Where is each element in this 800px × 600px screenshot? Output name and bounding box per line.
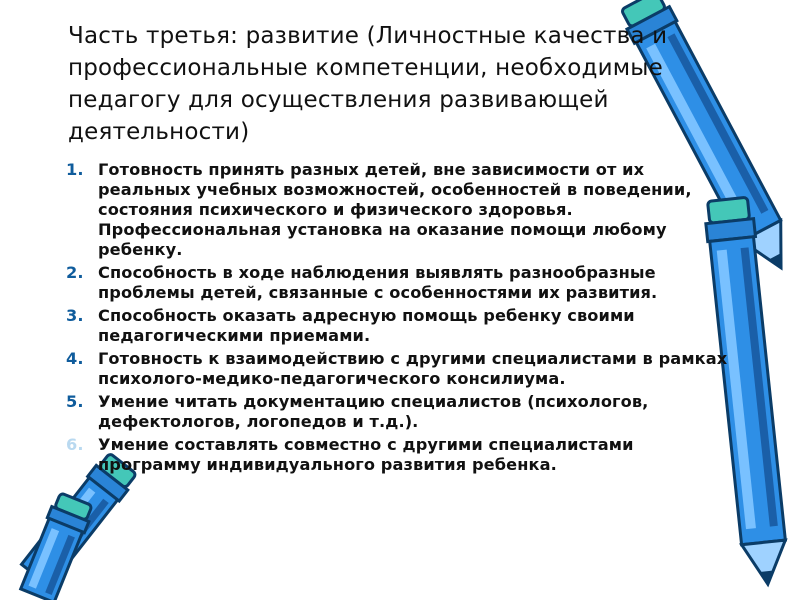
list-item-text: Готовность к взаимодействию с другими специалистами в рамках психолого-медико-педагогического консилиума. — [98, 349, 728, 388]
list-item-text: Умение составлять совместно с другими специалистами программу индивидуального развития ребенка. — [98, 435, 634, 474]
list-item-text: Способность в ходе наблюдения выявлять разнообразные проблемы детей, связанные с особенностями их развития. — [98, 263, 658, 302]
list-item-number: 1. — [66, 160, 84, 179]
list-item-number: 5. — [66, 392, 84, 411]
list-item-number: 2. — [66, 263, 84, 282]
list-item-text: Умение читать документацию специалистов (психологов, дефектологов, логопедов и т.д.). — [98, 392, 649, 431]
list-item — [66, 392, 731, 432]
list-item-number: 4. — [66, 349, 84, 368]
list-item — [66, 306, 731, 346]
list-item-number: 6. — [66, 435, 84, 454]
list-item — [66, 435, 731, 475]
list-item-text: Способность оказать адресную помощь ребенку своими педагогическими приемами. — [98, 306, 635, 345]
slide-title: Часть третья: развитие (Личностные качества и профессиональные компетенции, необходимые педагогу для осуществления развивающей деятельности) — [68, 23, 668, 145]
list-item-number: 3. — [66, 306, 84, 325]
list-item — [66, 160, 731, 260]
list-item — [66, 349, 731, 389]
list-item-text: Готовность принять разных детей, вне зависимости от их реальных учебных возможностей, особенностей в поведении, состояния психического и физического здоровья. Профессиональная установка на оказание помощи любому ребенку. — [98, 160, 692, 259]
competencies-list — [66, 160, 731, 478]
list-item — [66, 263, 731, 303]
pencil-icon — [0, 505, 120, 600]
